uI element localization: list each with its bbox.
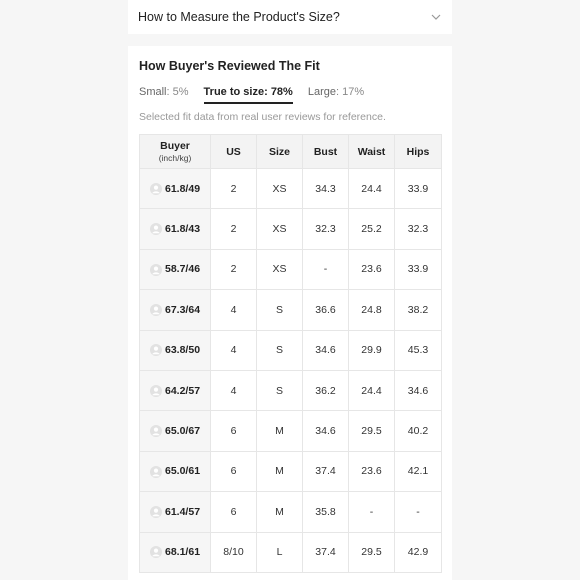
fit-review-card bbox=[128, 46, 452, 580]
size-cell: XS bbox=[257, 249, 303, 289]
user-avatar-icon bbox=[150, 223, 162, 235]
buyer-cell bbox=[140, 492, 211, 532]
size-cell: L bbox=[257, 532, 303, 572]
hips-cell: 38.2 bbox=[395, 290, 442, 330]
bust-cell: 36.2 bbox=[303, 370, 349, 410]
user-avatar-icon bbox=[150, 425, 162, 437]
waist-cell: 23.6 bbox=[349, 451, 395, 491]
hips-cell: 45.3 bbox=[395, 330, 442, 370]
hips-cell: - bbox=[395, 492, 442, 532]
table-row bbox=[140, 492, 442, 532]
tab-small-value: 5% bbox=[172, 86, 189, 98]
hips-cell: 33.9 bbox=[395, 169, 442, 209]
hips-cell: 42.9 bbox=[395, 532, 442, 572]
buyer-measure: 68.1/61 bbox=[165, 546, 201, 559]
tab-true-to-size-label: True to size bbox=[203, 86, 265, 98]
tab-small[interactable]: Small: 5% bbox=[139, 86, 189, 98]
buyer-measure: 63.8/50 bbox=[165, 344, 201, 357]
header-buyer-label: Buyer bbox=[160, 140, 190, 152]
waist-cell: 23.6 bbox=[349, 249, 395, 289]
tab-true-to-size-value: 78% bbox=[270, 86, 293, 98]
size-cell: M bbox=[257, 492, 303, 532]
bust-cell: 34.6 bbox=[303, 411, 349, 451]
header-us: US bbox=[211, 135, 257, 169]
us-cell: 6 bbox=[211, 411, 257, 451]
bust-cell: 36.6 bbox=[303, 290, 349, 330]
table-row bbox=[140, 249, 442, 289]
hips-cell: 42.1 bbox=[395, 451, 442, 491]
table-header-row bbox=[140, 135, 442, 169]
buyer-cell bbox=[140, 249, 211, 289]
waist-cell: 24.4 bbox=[349, 370, 395, 410]
size-cell: S bbox=[257, 370, 303, 410]
user-avatar-icon bbox=[150, 546, 162, 558]
fit-tabs bbox=[139, 84, 441, 104]
fit-title: How Buyer's Reviewed The Fit bbox=[139, 59, 320, 73]
buyer-cell bbox=[140, 411, 211, 451]
tab-small-label: Small bbox=[139, 86, 167, 98]
us-cell: 2 bbox=[211, 209, 257, 249]
bust-cell: 35.8 bbox=[303, 492, 349, 532]
user-avatar-icon bbox=[150, 264, 162, 276]
bust-cell: 37.4 bbox=[303, 532, 349, 572]
buyer-measure: 65.0/61 bbox=[165, 465, 201, 478]
bust-cell: 32.3 bbox=[303, 209, 349, 249]
user-avatar-icon bbox=[150, 506, 162, 518]
buyer-cell bbox=[140, 290, 211, 330]
table-row bbox=[140, 532, 442, 572]
bust-cell: 37.4 bbox=[303, 451, 349, 491]
table-row bbox=[140, 209, 442, 249]
tab-large-label: Large bbox=[307, 86, 336, 98]
header-buyer-unit: (inch/kg) bbox=[158, 153, 192, 163]
hips-cell: 32.3 bbox=[395, 209, 442, 249]
chevron-down-icon[interactable] bbox=[430, 11, 442, 23]
waist-cell: - bbox=[349, 492, 395, 532]
user-avatar-icon bbox=[150, 466, 162, 478]
buyer-cell bbox=[140, 330, 211, 370]
waist-cell: 29.5 bbox=[349, 411, 395, 451]
buyer-cell bbox=[140, 370, 211, 410]
table-row bbox=[140, 411, 442, 451]
table-row bbox=[140, 370, 442, 410]
us-cell: 4 bbox=[211, 370, 257, 410]
table-row bbox=[140, 290, 442, 330]
buyer-measure: 67.3/64 bbox=[165, 303, 201, 316]
fit-hint: Selected fit data from real user reviews for reference. bbox=[139, 111, 386, 123]
buyer-measure: 64.2/57 bbox=[165, 384, 201, 397]
buyer-cell bbox=[140, 451, 211, 491]
header-waist: Waist bbox=[349, 135, 395, 169]
buyer-cell bbox=[140, 169, 211, 209]
size-cell: M bbox=[257, 451, 303, 491]
table-row bbox=[140, 451, 442, 491]
bust-cell: - bbox=[303, 249, 349, 289]
user-avatar-icon bbox=[150, 385, 162, 397]
header-hips: Hips bbox=[395, 135, 442, 169]
hips-cell: 40.2 bbox=[395, 411, 442, 451]
size-cell: S bbox=[257, 290, 303, 330]
size-cell: XS bbox=[257, 209, 303, 249]
us-cell: 4 bbox=[211, 330, 257, 370]
user-avatar-icon bbox=[150, 183, 162, 195]
us-cell: 6 bbox=[211, 451, 257, 491]
fit-table bbox=[139, 134, 442, 573]
buyer-measure: 61.8/43 bbox=[165, 223, 201, 236]
us-cell: 6 bbox=[211, 492, 257, 532]
buyer-measure: 58.7/46 bbox=[165, 263, 201, 276]
header-buyer bbox=[140, 135, 211, 169]
bust-cell: 34.3 bbox=[303, 169, 349, 209]
fit-table-body bbox=[140, 169, 442, 573]
size-cell: XS bbox=[257, 169, 303, 209]
tab-large-value: 17% bbox=[342, 86, 365, 98]
us-cell: 4 bbox=[211, 290, 257, 330]
table-row bbox=[140, 330, 442, 370]
header-bust: Bust bbox=[303, 135, 349, 169]
hips-cell: 33.9 bbox=[395, 249, 442, 289]
user-avatar-icon bbox=[150, 344, 162, 356]
buyer-measure: 61.8/49 bbox=[165, 182, 201, 195]
buyer-measure: 65.0/67 bbox=[165, 425, 201, 438]
waist-cell: 25.2 bbox=[349, 209, 395, 249]
waist-cell: 24.4 bbox=[349, 169, 395, 209]
buyer-cell bbox=[140, 532, 211, 572]
us-cell: 8/10 bbox=[211, 532, 257, 572]
size-cell: S bbox=[257, 330, 303, 370]
buyer-cell bbox=[140, 209, 211, 249]
header-size: Size bbox=[257, 135, 303, 169]
hips-cell: 34.6 bbox=[395, 370, 442, 410]
size-cell: M bbox=[257, 411, 303, 451]
waist-cell: 24.8 bbox=[349, 290, 395, 330]
tab-large[interactable]: Large: 17% bbox=[307, 86, 365, 98]
accordion-label: How to Measure the Product's Size? bbox=[138, 10, 340, 24]
waist-cell: 29.5 bbox=[349, 532, 395, 572]
us-cell: 2 bbox=[211, 249, 257, 289]
us-cell: 2 bbox=[211, 169, 257, 209]
waist-cell: 29.9 bbox=[349, 330, 395, 370]
bust-cell: 34.6 bbox=[303, 330, 349, 370]
user-avatar-icon bbox=[150, 304, 162, 316]
table-row bbox=[140, 169, 442, 209]
buyer-measure: 61.4/57 bbox=[165, 505, 201, 518]
measure-size-accordion[interactable] bbox=[128, 0, 452, 34]
tab-true-to-size[interactable]: True to size: 78% bbox=[204, 84, 293, 104]
